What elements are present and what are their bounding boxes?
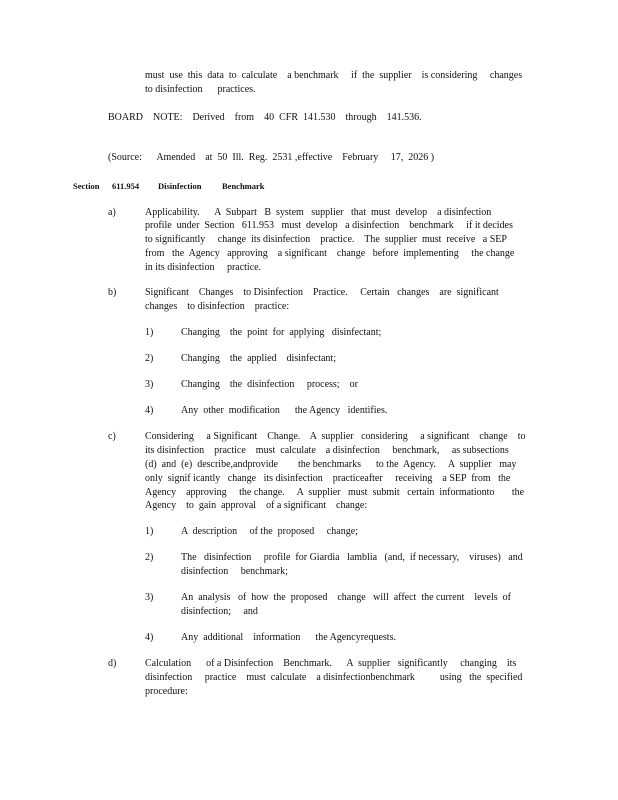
c-item-3-line-2: disinfection; and: [181, 606, 258, 617]
subsection-b-line-1: Significant Changes to Disinfection Practice. Certain changes are significant: [145, 287, 499, 298]
intro-line-2: to disinfection practices.: [145, 84, 256, 95]
c-item-4-text: Any additional information the Agencyrequests.: [181, 632, 396, 643]
source-note: (Source: Amended at 50 Ill. Reg. 2531 ,effective February 17, 2026 ): [108, 152, 435, 163]
subsection-c-line-5: Agency approving the change. A supplier must submit certain informationto the: [145, 487, 525, 498]
c-item-2-line-1: The disinfection profile for Giardia lamblia (and, if necessary, viruses) and: [181, 552, 523, 563]
subsection-a-line-5: in its disinfection practice.: [145, 262, 262, 273]
b-item-3-num: 3): [145, 379, 154, 390]
subsection-c-line-2: its disinfection practice must calculate a disinfection benchmark, as subsections: [145, 445, 509, 456]
subsection-c-line-3: (d) and (e) describe,andprovide the benchmarks to the Agency. A supplier may: [145, 459, 517, 470]
subsection-a-line-2: profile under Section 611.953 must develop a disinfection benchmark if it decides: [145, 220, 513, 231]
b-item-3-text: Changing the disinfection process; or: [181, 379, 358, 390]
intro-line-1: must use this data to calculate a benchmark if the supplier is considering changes: [145, 70, 523, 81]
subsection-a-label: a): [108, 207, 116, 218]
c-item-3-line-1: An analysis of how the proposed change will affect the current levels of: [181, 592, 511, 603]
subsection-d-line-1: Calculation of a Disinfection Benchmark. A supplier significantly changing its: [145, 658, 517, 669]
board-note: BOARD NOTE: Derived from 40 CFR 141.530 through 141.536.: [108, 112, 422, 123]
c-item-1-num: 1): [145, 526, 154, 537]
subsection-c-line-6: Agency to gain approval of a significant change:: [145, 500, 368, 511]
section-title-word-2: Benchmark: [222, 181, 265, 191]
c-item-1-text: A description of the proposed change;: [181, 526, 358, 537]
section-title-word-1: Disinfection: [158, 181, 202, 191]
subsection-a-line-3: to significantly change its disinfection practice. The supplier must receive a SEP: [145, 234, 507, 245]
b-item-2-text: Changing the applied disinfectant;: [181, 353, 336, 364]
subsection-c-line-4: only signif icantly change its disinfection practiceafter receiving a SEP from the: [145, 473, 511, 484]
c-item-3-num: 3): [145, 592, 154, 603]
c-item-2-line-2: disinfection benchmark;: [181, 566, 288, 577]
subsection-d-line-2: disinfection practice must calculate a disinfectionbenchmark using the specified: [145, 672, 523, 683]
c-item-4-num: 4): [145, 632, 154, 643]
section-number: 611.954: [112, 181, 140, 191]
b-item-4-num: 4): [145, 405, 154, 416]
b-item-1-num: 1): [145, 327, 154, 338]
subsection-d-label: d): [108, 658, 117, 669]
subsection-c-label: c): [108, 431, 116, 442]
c-item-2-num: 2): [145, 552, 154, 563]
b-item-1-text: Changing the point for applying disinfectant;: [181, 327, 382, 338]
subsection-b-line-2: changes to disinfection practice:: [145, 301, 290, 312]
b-item-4-text: Any other modification the Agency identifies.: [181, 405, 388, 416]
subsection-b-label: b): [108, 287, 117, 298]
subsection-d-line-3: procedure:: [145, 686, 188, 697]
b-item-2-num: 2): [145, 353, 154, 364]
subsection-a-line-4: from the Agency approving a significant change before implementing the change: [145, 248, 515, 259]
subsection-c-line-1: Considering a Significant Change. A supplier considering a significant change to: [145, 431, 526, 442]
section-label: Section: [73, 181, 100, 191]
subsection-a-line-1: Applicability. A Subpart B system supplier that must develop a disinfection: [145, 207, 492, 218]
